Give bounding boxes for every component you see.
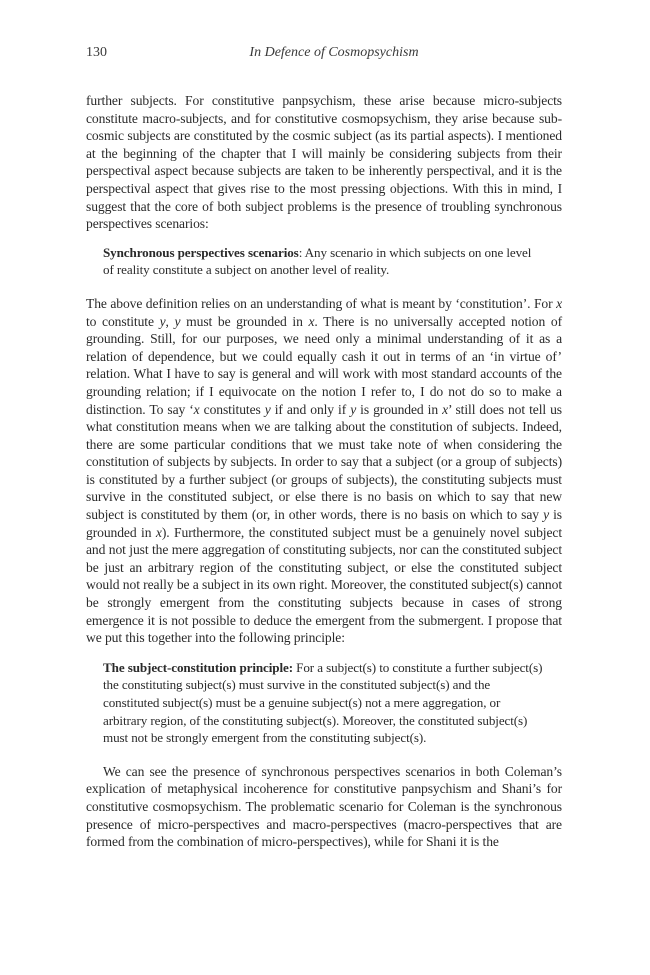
text-segment: . There is no universally accepted notion of grounding. Still, for our purposes, we need only a minimal understanding of it as a relation of dependence, but we could equally cash it out in terms of an ‘in virtue of’ relation. What I have to say is general and will work with most standard accounts of the grounding relation; if I equivocate on the notion I refer to, I do not do so to make a distinction. To say ‘ xyxy=(86,313,562,417)
text-segment: ’ still does not tell us what constitution means when we are talking about the constitution of subjects. Indeed, there are some particular conditions that we must take note of when considering the constitution of subjects by subjects. In order to say that a subject (or a group of subjects) is constituted by a further subject (or groups of subjects), the constituting subjects must survive in the constituted subject, or else there is no basis on which to say that new subject is constituted by them (or, in other words, there is no basis on which to say xyxy=(86,401,562,523)
definition-block xyxy=(103,244,545,279)
variable-x: x xyxy=(193,401,200,417)
text-segment: The above definition relies on an understanding of what is meant by ‘constitution’. For xyxy=(86,295,557,311)
paragraph-constitution xyxy=(86,295,562,647)
page-number: 130 xyxy=(86,45,107,60)
paragraph-synchronous-scenarios: We can see the presence of synchronous perspectives scenarios in both Coleman’s explication of metaphysical incoherence for constitutive panpsychism and Shani’s for constitutive cosmopsychism. The problematic scenario for Coleman is the synchronous presence of micro-perspectives and macro-perspectives (macro-perspectives that are formed from the combination of micro-perspectives), while for Shani it is the xyxy=(86,763,562,850)
variable-x: x xyxy=(155,524,162,540)
text-segment: ). Furthermore, the constituted subject must be a genuinely novel subject and not just the mere aggregation of constituting subjects, nor can the constituted subject be just an arbitrary region of the constituting subject, or else the constituted subject would not really be a subject in its own right. Moreover, the constituted subject(s) cannot be strongly emergent from the constituting subjects because in cases of strong emergence it is not possible to deduce the emergent from the submergent. I propose that we put this together into the following principle: xyxy=(86,524,562,646)
text-segment: must be grounded in xyxy=(180,313,309,329)
variable-x: x xyxy=(308,313,315,329)
body-text xyxy=(86,92,562,851)
text-segment: to constitute xyxy=(86,313,160,329)
variable-y: y xyxy=(159,313,166,329)
text-segment: if and only if xyxy=(270,401,351,417)
text-segment: constitutes xyxy=(199,401,265,417)
text-segment: is grounded in xyxy=(356,401,443,417)
variable-y: y xyxy=(543,507,550,523)
principle-text: For a subject(s) to constitute a further subject(s) the constituting subject(s) must survive in the constituted subject(s) and the constituted subject(s) must be a genuine subject(s) not a mere aggregation, or arbitrary region, of the constituting subject(s). Moreover, the constituted subject(s) must not be strongly emergent from the constituting subject(s). xyxy=(103,659,543,746)
definition-text: : Any scenario in which subjects on one level of reality constitute a subject on another level of reality. xyxy=(103,244,532,278)
paragraph-continuation: further subjects. For constitutive panpsychism, these arise because micro-subjects constitute macro-subjects, and for constitutive cosmopsychism, they arise because sub-cosmic subjects are constituted by the cosmic subject (as its partial aspects). I mentioned at the beginning of the chapter that I will mainly be considering subjects from their perspectival aspect because subjects are taken to be inherently perspectival, and it is the perspectival aspect that gives rise to the most pressing objections. With this in mind, I suggest that the core of both subject problems is the presence of troubling synchronous perspectives scenarios: xyxy=(86,93,562,232)
definition-term: Synchronous perspectives scenarios xyxy=(103,244,299,260)
text-segment: , xyxy=(165,313,175,329)
running-title: In Defence of Cosmopsychism xyxy=(249,45,419,60)
variable-y: y xyxy=(264,401,271,417)
variable-x: x xyxy=(556,295,562,311)
variable-y: y xyxy=(174,313,181,329)
principle-block xyxy=(103,659,545,747)
variable-y: y xyxy=(350,401,357,417)
principle-term: The subject-constitution principle: xyxy=(103,659,293,675)
text-segment: is grounded in xyxy=(86,507,562,540)
variable-x: x xyxy=(442,401,449,417)
